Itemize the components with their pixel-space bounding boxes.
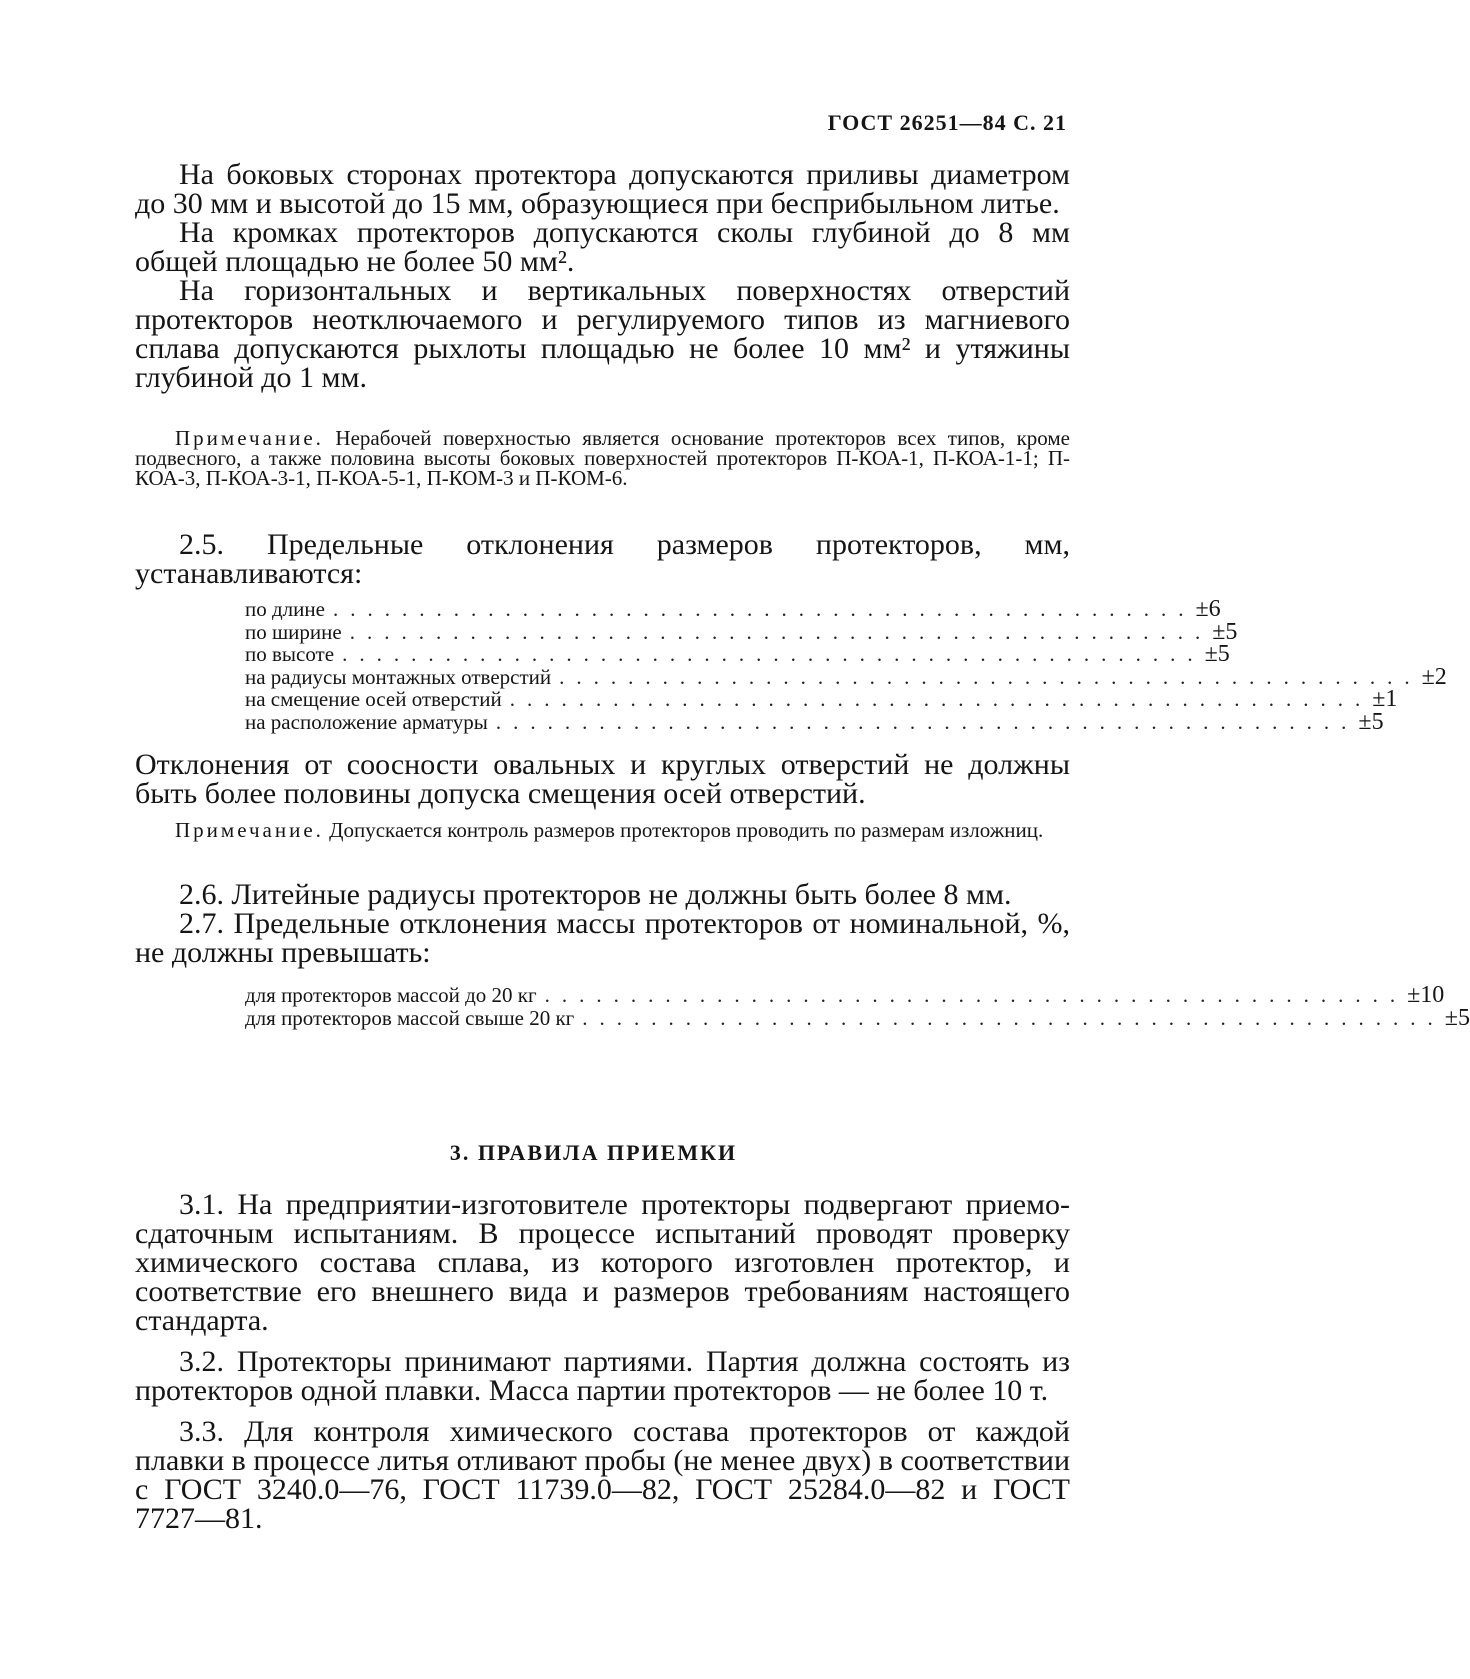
leader-dots: .................................................. [342,642,1205,666]
leader-dots: .................................................. [582,1005,1445,1030]
section-3-clauses [135,1190,1070,1533]
tolerance-label: на радиусы монтажных отверстий [245,664,552,689]
note-text: Допускается контроль размеров протекторов проводить по размерам изложниц. [329,818,1044,842]
page-header: ГОСТ 26251—84 С. 21 [827,110,1067,135]
paragraph-2-6: 2.6. Литейные радиусы протекторов не должны быть более 8 мм. [179,878,1012,911]
paragraph-bosses: На боковых сторонах протектора допускаются приливы диаметром до 30 мм и высотой до 15 мм, образующиеся при бесприбыльном литье. [135,158,1070,220]
tolerance-value: ±5 [1444,1004,1470,1031]
tolerance-label: для протекторов массой до 20 кг [245,983,537,1007]
tolerance-row [245,618,1238,645]
tolerance-row [245,982,1445,1008]
mass-tolerance-list [245,982,1470,1031]
leader-dots: .................................................. [509,687,1373,711]
tolerance-value: ±1 [1372,686,1398,712]
section-title: 3. ПРАВИЛА ПРИЕМКИ [449,1140,738,1165]
note-text: Нерабочей поверхностью является основание протекторов всех типов, кроме подвесного, а также половина высоты боковых поверхностей протекторов П-КОА-1, П-КОА-1-1; П-КОА-3, П-КОА-3-1, П-КОА-5-1, П-КОМ-3 и П-КОМ-6. [135,426,1071,490]
tolerance-row [245,596,1221,622]
paragraph-porosity: На горизонтальных и вертикальных поверхностях отверстий протекторов неотключаемого и регулируемого типов из магниевого сплава допускаются рыхлоты площадью не более 10 мм² и утяжины глубиной до 1 мм. [135,274,1070,394]
note-mold-dimensions [135,820,1070,840]
note-label: Примечание. [175,426,324,450]
paragraph-3-3: 3.3. Для контроля химического состава протекторов от каждой плавки в процессе литья отливают пробы (не менее двух) в соответствии с ГОСТ 3240.0—76, ГОСТ 11739.0—82, ГОСТ 25284.0—82 и ГОСТ 7727—81. [135,1415,1070,1535]
tolerance-value: ±5 [1358,708,1384,735]
note-label: Примечание. [175,818,324,842]
paragraph-coaxiality-block [135,750,1070,808]
leader-dots: .................................................. [332,597,1196,621]
tolerance-label: на расположение арматуры [245,709,488,734]
paragraph-2-5: 2.5. Предельные отклонения размеров протекторов, мм, устанавливаются: [135,528,1070,590]
tolerance-row [245,663,1447,690]
tolerance-label: по ширине [245,619,342,644]
size-tolerance-list [245,596,1447,735]
leader-dots: .................................................. [544,983,1408,1007]
tolerance-label: для протекторов массой свыше 20 кг [245,1005,575,1030]
paragraph-3-1: 3.1. На предприятии-изготовителе протекторы подвергают приемо-сдаточным испытаниям. В процессе испытаний проводят проверку химического состава сплава, из которого изготовлен протектор, и соответствие его внешнего вида и размеров требованиям настоящего стандарта. [135,1188,1070,1337]
clause-2-5 [135,530,1070,588]
note-nonworking-surface [135,428,1070,488]
tolerance-label: на смещение осей отверстий [245,687,502,711]
tolerance-label: по длине [245,597,325,621]
tolerance-label: по высоте [245,642,335,666]
tolerance-value: ±5 [1212,618,1238,645]
leader-dots: .................................................. [349,619,1213,644]
leader-dots: .................................................. [559,664,1422,689]
tolerance-row [245,641,1230,667]
tolerance-value: ±2 [1421,663,1447,690]
clauses-2-6-2-7 [135,880,1070,967]
intro-paragraphs [135,160,1070,392]
paragraph-chips: На кромках протекторов допускаются сколы глубиной до 8 мм общей площадью не более 50 мм². [135,216,1070,278]
tolerance-value: ±6 [1195,596,1221,622]
paragraph-coaxiality: Отклонения от соосности овальных и круглых отверстий не должны быть более половины допуска смещения осей отверстий. [135,748,1070,810]
tolerance-value: ±10 [1407,982,1445,1008]
tolerance-row [245,708,1384,735]
tolerance-row [245,1004,1470,1031]
paragraph-2-7: 2.7. Предельные отклонения массы протекторов от номинальной, %, не должны превышать: [135,907,1070,969]
leader-dots: .................................................. [495,709,1359,734]
tolerance-row [245,686,1398,712]
paragraph-3-2: 3.2. Протекторы принимают партиями. Партия должна состоять из протекторов одной плавки. Масса партии протекторов — не более 10 т. [135,1345,1070,1407]
tolerance-value: ±5 [1204,641,1230,667]
